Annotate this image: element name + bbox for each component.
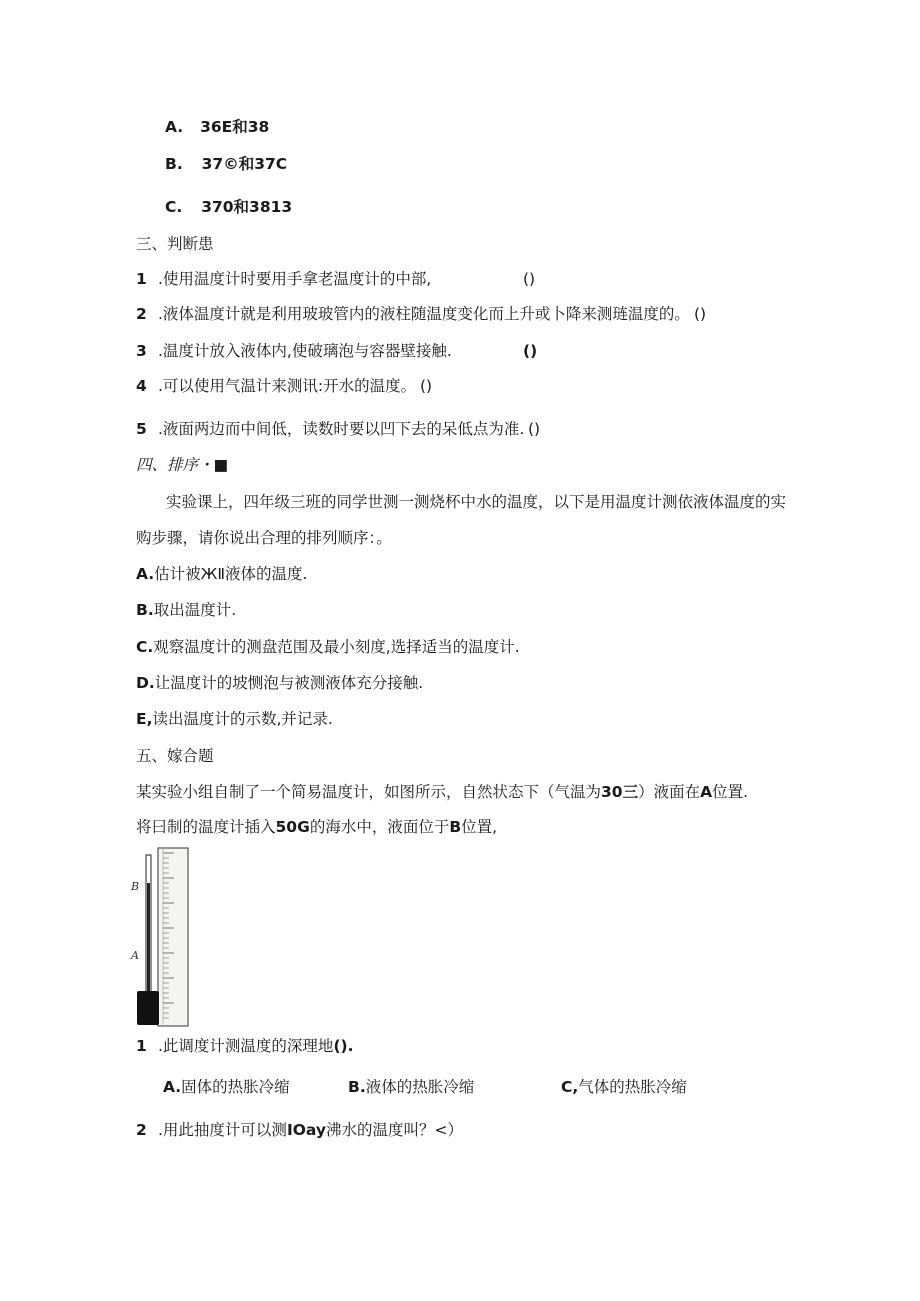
thermometer-bulb [137, 991, 159, 1025]
s3-item1-paren: () [523, 270, 536, 288]
section3-title: 三、判断患 [136, 235, 214, 253]
q1-option-a: A.固体的热胀冷缩 [163, 1078, 290, 1096]
s3-item3-paren: () [523, 342, 538, 360]
option-c: C. 370和3813 [165, 198, 293, 216]
step-b: B.取出温度计. [136, 601, 237, 619]
step-e: E,读出温度计的示数,并记录. [136, 710, 333, 728]
option-b: B. 37©和37C [165, 155, 288, 173]
step-a: A.估计被ЖⅡ液体的温度. [136, 565, 308, 583]
s3-item4-paren: () [420, 377, 433, 395]
step-d: D.让温度计的坡恻泡与被测液体充分接触. [136, 674, 424, 692]
section5-line2: 将曰制的温度计插入50G的海水中，液面位于B位置, [136, 818, 498, 836]
s5-q2-text: .用此抽度计可以测IOay沸水的温度叫？<） [158, 1121, 463, 1139]
s3-item4-num: 4 [136, 377, 147, 395]
section5-line1: 某实验小组自制了一个简易温度计，如图所示，自然状态下（气温为30三）液面在A位置. [136, 783, 749, 801]
section5-title: 五、嫁合题 [136, 747, 214, 765]
thermometer-scale-ruler [158, 848, 188, 1026]
s3-item4-text: .可以使用气温计来测讯:开水的温度。 [158, 377, 417, 395]
s5-q1-text: .此调度计测温度的深理地(). [158, 1037, 354, 1055]
s3-item3-text: .温度计放入液体内,使破璃泡与容器壁接触. [158, 342, 452, 360]
q1-option-b: B.液体的热胀冷缩 [348, 1078, 475, 1096]
thermometer-liquid-column [147, 883, 150, 997]
section4-intro-line1: 实验课上，四年级三班的同学世测一测烧杯中水的温度，以下是用温度计测依液体温度的实 [166, 493, 787, 511]
s3-item1-text: .使用温度计时要用手拿老温度计的中部, [158, 270, 432, 288]
s3-item5-paren: () [528, 420, 541, 438]
s3-item5-num: 5 [136, 420, 147, 438]
s5-q2-num: 2 [136, 1121, 147, 1139]
step-c: C.观察温度计的测盘范围及最小刻度,选择适当的温度计. [136, 638, 520, 656]
label-b: B [131, 880, 140, 893]
s3-item2-text: .液体温度计就是利用玻玻管内的液柱随温度变化而上升或卜降来测琏温度的。 [158, 305, 690, 323]
section4-title: 四、排序・■ [136, 456, 229, 474]
label-a: A [131, 949, 139, 962]
thermometer-figure [130, 845, 200, 1030]
s5-q1-num: 1 [136, 1037, 147, 1055]
option-a: A. 36E和38 [165, 118, 270, 136]
s3-item2-paren: () [694, 305, 707, 323]
s3-item2-num: 2 [136, 305, 147, 323]
s3-item1-num: 1 [136, 270, 147, 288]
s3-item3-num: 3 [136, 342, 147, 360]
s3-item5-text: .液面两边而中间低，读数时要以凹下去的呆低点为准. [158, 420, 525, 438]
section4-intro-line2: 购步骤，请你说出合理的排列顺序：。 [136, 529, 392, 547]
q1-option-c: C,气体的热胀冷缩 [561, 1078, 687, 1096]
